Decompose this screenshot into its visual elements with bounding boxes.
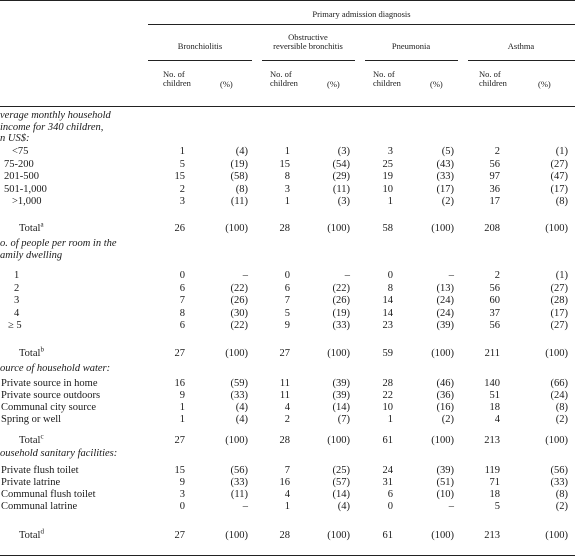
total-label xyxy=(19,220,44,234)
cell-count: 6 xyxy=(179,282,185,294)
cell-count: 1 xyxy=(179,402,185,413)
total-count: 26 xyxy=(174,223,185,234)
cell-count: 7 xyxy=(284,295,290,307)
cell-count: 4 xyxy=(494,414,500,425)
cell-percent: – xyxy=(344,270,350,281)
cell-count: 3 xyxy=(179,489,185,500)
total-count: 211 xyxy=(484,348,500,359)
cell-count: 6 xyxy=(284,282,290,294)
cell-count: 56 xyxy=(489,282,500,294)
cell-percent: (8) xyxy=(555,489,568,500)
cell-percent: (11) xyxy=(230,196,248,207)
row-label: 501-1,000 xyxy=(4,183,47,195)
cell-count: 7 xyxy=(284,465,290,476)
cell-percent: (22) xyxy=(230,320,248,332)
cell-count: 14 xyxy=(382,295,393,307)
total-label xyxy=(19,527,44,541)
footnote-marker: c xyxy=(40,432,44,441)
cell-percent: – xyxy=(242,270,248,281)
cell-count: 15 xyxy=(174,465,185,476)
column-group-rule xyxy=(365,60,458,61)
cell-percent: (22) xyxy=(230,282,248,294)
cell-percent: (3) xyxy=(337,146,350,157)
cell-percent: (11) xyxy=(332,183,350,195)
subheader-percent: (%) xyxy=(430,79,443,89)
row-label: Private source outdoors xyxy=(1,390,101,401)
cell-percent: (4) xyxy=(337,501,350,512)
column-header: Obstructive reversible bronchitis xyxy=(273,32,343,51)
cell-count: 18 xyxy=(489,402,500,413)
cell-count: 5 xyxy=(179,158,185,170)
cell-percent: (26) xyxy=(230,295,248,307)
cell-percent: (24) xyxy=(436,307,454,319)
row-label: 3 xyxy=(14,295,20,307)
row-label: 1 xyxy=(14,270,20,281)
cell-percent: (57) xyxy=(332,477,350,488)
subheader-no-of-children: No. of children xyxy=(373,69,401,88)
section-title: o. of people per room in the amily dwelling xyxy=(0,238,117,261)
total-count: 27 xyxy=(279,348,290,359)
total-label xyxy=(19,432,44,446)
cell-percent: (4) xyxy=(235,414,248,425)
cell-percent: (5) xyxy=(441,146,454,157)
total-count: 27 xyxy=(174,348,185,359)
cell-percent: (8) xyxy=(555,402,568,413)
subheader-no-of-children: No. of children xyxy=(479,69,507,88)
cell-percent: (39) xyxy=(436,320,454,332)
cell-percent: (16) xyxy=(436,402,454,413)
total-count: 28 xyxy=(279,223,290,234)
cell-percent: (2) xyxy=(555,414,568,425)
super-header-rule xyxy=(148,24,575,25)
cell-percent: (39) xyxy=(332,378,350,389)
cell-count: 25 xyxy=(382,158,393,170)
cell-count: 16 xyxy=(279,477,290,488)
cell-count: 60 xyxy=(489,295,500,307)
cell-count: 22 xyxy=(382,390,393,401)
cell-percent: (51) xyxy=(436,477,454,488)
section-title: ousehold sanitary facilities: xyxy=(0,448,118,459)
cell-percent: (33) xyxy=(332,320,350,332)
row-label: Private flush toilet xyxy=(1,465,79,476)
column-header: Bronchiolitis xyxy=(177,41,223,51)
cell-count: 3 xyxy=(179,196,185,207)
total-count: 213 xyxy=(484,435,500,446)
cell-count: 36 xyxy=(489,183,500,195)
cell-count: 9 xyxy=(179,477,185,488)
column-group-rule xyxy=(468,60,575,61)
cell-percent: (4) xyxy=(235,146,248,157)
total-count: 208 xyxy=(484,223,500,234)
cell-percent: (56) xyxy=(550,465,568,476)
cell-percent: (47) xyxy=(550,171,568,182)
cell-count: 15 xyxy=(279,158,290,170)
total-percent: (100) xyxy=(225,348,248,359)
top-rule xyxy=(0,0,575,1)
total-percent: (100) xyxy=(431,530,454,541)
cell-count: 5 xyxy=(284,307,290,319)
cell-count: 23 xyxy=(382,320,393,332)
cell-percent: (24) xyxy=(436,295,454,307)
total-count: 27 xyxy=(174,435,185,446)
total-percent: (100) xyxy=(431,435,454,446)
cell-percent: (17) xyxy=(550,183,568,195)
cell-count: 2 xyxy=(284,414,290,425)
total-count: 27 xyxy=(174,530,185,541)
subheader-percent: (%) xyxy=(538,79,551,89)
row-label: 75-200 xyxy=(4,158,34,170)
cell-count: 18 xyxy=(489,489,500,500)
cell-percent: (4) xyxy=(235,402,248,413)
row-label: 201-500 xyxy=(4,171,39,182)
cell-percent: (27) xyxy=(550,158,568,170)
cell-count: 24 xyxy=(382,465,393,476)
cell-percent: – xyxy=(448,501,454,512)
cell-percent: (3) xyxy=(337,196,350,207)
cell-percent: – xyxy=(242,501,248,512)
cell-count: 51 xyxy=(489,390,500,401)
cell-percent: (13) xyxy=(436,282,454,294)
cell-count: 11 xyxy=(279,390,290,401)
total-percent: (100) xyxy=(225,530,248,541)
cell-percent: (58) xyxy=(230,171,248,182)
subheader-no-of-children: No. of children xyxy=(270,69,298,88)
cell-percent: (8) xyxy=(555,196,568,207)
cell-count: 0 xyxy=(387,270,393,281)
cell-count: 140 xyxy=(484,378,500,389)
cell-percent: (25) xyxy=(332,465,350,476)
cell-count: 71 xyxy=(489,477,500,488)
cell-count: 7 xyxy=(179,295,185,307)
cell-count: 0 xyxy=(284,270,290,281)
cell-count: 56 xyxy=(489,320,500,332)
section-title: verage monthly household income for 340 children, n US$: xyxy=(0,110,111,144)
cell-count: 56 xyxy=(489,158,500,170)
cell-percent: (26) xyxy=(332,295,350,307)
row-label: 2 xyxy=(14,282,20,294)
total-percent: (100) xyxy=(327,348,350,359)
cell-count: 2 xyxy=(179,183,185,195)
cell-count: 4 xyxy=(284,402,290,413)
total-count: 213 xyxy=(484,530,500,541)
row-label: <75 xyxy=(12,146,29,157)
cell-count: 1 xyxy=(387,196,393,207)
cell-count: 9 xyxy=(179,390,185,401)
cell-percent: (24) xyxy=(550,390,568,401)
subheader-percent: (%) xyxy=(220,79,233,89)
cell-percent: (14) xyxy=(332,489,350,500)
total-percent: (100) xyxy=(545,530,568,541)
column-header: Pneumonia xyxy=(391,41,431,51)
cell-count: 9 xyxy=(284,320,290,332)
cell-count: 1 xyxy=(284,196,290,207)
cell-percent: (66) xyxy=(550,378,568,389)
row-label: Spring or well xyxy=(1,414,62,425)
cell-count: 8 xyxy=(284,171,290,182)
cell-percent: (10) xyxy=(436,489,454,500)
cell-count: 1 xyxy=(284,501,290,512)
cell-percent: (33) xyxy=(550,477,568,488)
super-header: Primary admission diagnosis xyxy=(312,9,411,19)
total-percent: (100) xyxy=(327,223,350,234)
cell-percent: (17) xyxy=(436,183,454,195)
cell-percent: (2) xyxy=(555,501,568,512)
cell-count: 1 xyxy=(179,146,185,157)
cell-count: 119 xyxy=(484,465,500,476)
total-count: 61 xyxy=(382,530,393,541)
total-percent: (100) xyxy=(327,530,350,541)
cell-count: 37 xyxy=(489,307,500,319)
total-text: Total xyxy=(19,530,41,541)
cell-percent: (28) xyxy=(550,295,568,307)
cell-percent: (39) xyxy=(436,465,454,476)
cell-count: 0 xyxy=(387,501,393,512)
cell-count: 2 xyxy=(494,270,500,281)
cell-percent: (2) xyxy=(441,196,454,207)
column-group-rule xyxy=(262,60,355,61)
row-label: ≥ 5 xyxy=(8,320,22,332)
total-percent: (100) xyxy=(225,223,248,234)
total-percent: (100) xyxy=(431,223,454,234)
cell-count: 0 xyxy=(179,270,185,281)
cell-percent: (27) xyxy=(550,282,568,294)
cell-percent: (29) xyxy=(332,171,350,182)
cell-percent: (19) xyxy=(332,307,350,319)
cell-percent: (19) xyxy=(230,158,248,170)
cell-percent: (33) xyxy=(230,477,248,488)
cell-count: 6 xyxy=(387,489,393,500)
cell-count: 5 xyxy=(494,501,500,512)
total-label xyxy=(19,345,44,359)
total-count: 28 xyxy=(279,435,290,446)
footnote-marker: a xyxy=(40,220,44,229)
column-group-rule xyxy=(148,60,252,61)
cell-count: 10 xyxy=(382,183,393,195)
cell-percent: (46) xyxy=(436,378,454,389)
total-percent: (100) xyxy=(545,223,568,234)
cell-percent: (43) xyxy=(436,158,454,170)
cell-count: 8 xyxy=(387,282,393,294)
row-label: Communal city source xyxy=(1,402,97,413)
footnote-marker: b xyxy=(40,345,44,354)
total-percent: (100) xyxy=(545,435,568,446)
total-percent: (100) xyxy=(431,348,454,359)
cell-count: 17 xyxy=(489,196,500,207)
total-percent: (100) xyxy=(545,348,568,359)
cell-percent: (7) xyxy=(337,414,350,425)
cell-count: 14 xyxy=(382,307,393,319)
total-percent: (100) xyxy=(327,435,350,446)
cell-count: 3 xyxy=(284,183,290,195)
row-label: Communal flush toilet xyxy=(1,489,96,500)
cell-percent: (33) xyxy=(436,171,454,182)
row-label: Private latrine xyxy=(1,477,61,488)
row-label: >1,000 xyxy=(12,196,42,207)
total-count: 61 xyxy=(382,435,393,446)
cell-count: 28 xyxy=(382,378,393,389)
cell-count: 31 xyxy=(382,477,393,488)
cell-count: 1 xyxy=(387,414,393,425)
cell-percent: (33) xyxy=(230,390,248,401)
subheader-no-of-children: No. of children xyxy=(163,69,191,88)
total-count: 28 xyxy=(279,530,290,541)
cell-count: 1 xyxy=(284,146,290,157)
cell-percent: (17) xyxy=(550,307,568,319)
row-label: Communal latrine xyxy=(1,501,78,512)
cell-percent: (27) xyxy=(550,320,568,332)
cell-count: 8 xyxy=(179,307,185,319)
cell-percent: (8) xyxy=(235,183,248,195)
subheader-percent: (%) xyxy=(327,79,340,89)
cell-percent: (14) xyxy=(332,402,350,413)
cell-count: 1 xyxy=(179,414,185,425)
cell-percent: (30) xyxy=(230,307,248,319)
cell-count: 10 xyxy=(382,402,393,413)
cell-percent: (1) xyxy=(555,270,568,281)
cell-percent: (54) xyxy=(332,158,350,170)
cell-percent: (56) xyxy=(230,465,248,476)
cell-count: 2 xyxy=(494,146,500,157)
cell-count: 16 xyxy=(174,378,185,389)
cell-percent: (36) xyxy=(436,390,454,401)
cell-count: 6 xyxy=(179,320,185,332)
cell-count: 3 xyxy=(387,146,393,157)
cell-percent: (2) xyxy=(441,414,454,425)
cell-count: 19 xyxy=(382,171,393,182)
cell-count: 4 xyxy=(284,489,290,500)
cell-count: 97 xyxy=(489,171,500,182)
header-rule xyxy=(0,106,575,107)
total-text: Total xyxy=(19,223,41,234)
cell-count: 0 xyxy=(179,501,185,512)
cell-percent: – xyxy=(448,270,454,281)
total-count: 58 xyxy=(382,223,393,234)
cell-percent: (59) xyxy=(230,378,248,389)
footnote-marker: d xyxy=(40,527,44,536)
total-text: Total xyxy=(19,435,41,446)
cell-percent: (1) xyxy=(555,146,568,157)
row-label: 4 xyxy=(14,307,20,319)
row-label: Private source in home xyxy=(1,378,98,389)
cell-percent: (22) xyxy=(332,282,350,294)
cell-percent: (39) xyxy=(332,390,350,401)
cell-count: 11 xyxy=(279,378,290,389)
section-title: ource of household water: xyxy=(0,363,111,374)
total-count: 59 xyxy=(382,348,393,359)
cell-percent: (11) xyxy=(230,489,248,500)
total-percent: (100) xyxy=(225,435,248,446)
cell-count: 15 xyxy=(174,171,185,182)
column-header: Asthma xyxy=(507,41,535,51)
total-text: Total xyxy=(19,348,41,359)
